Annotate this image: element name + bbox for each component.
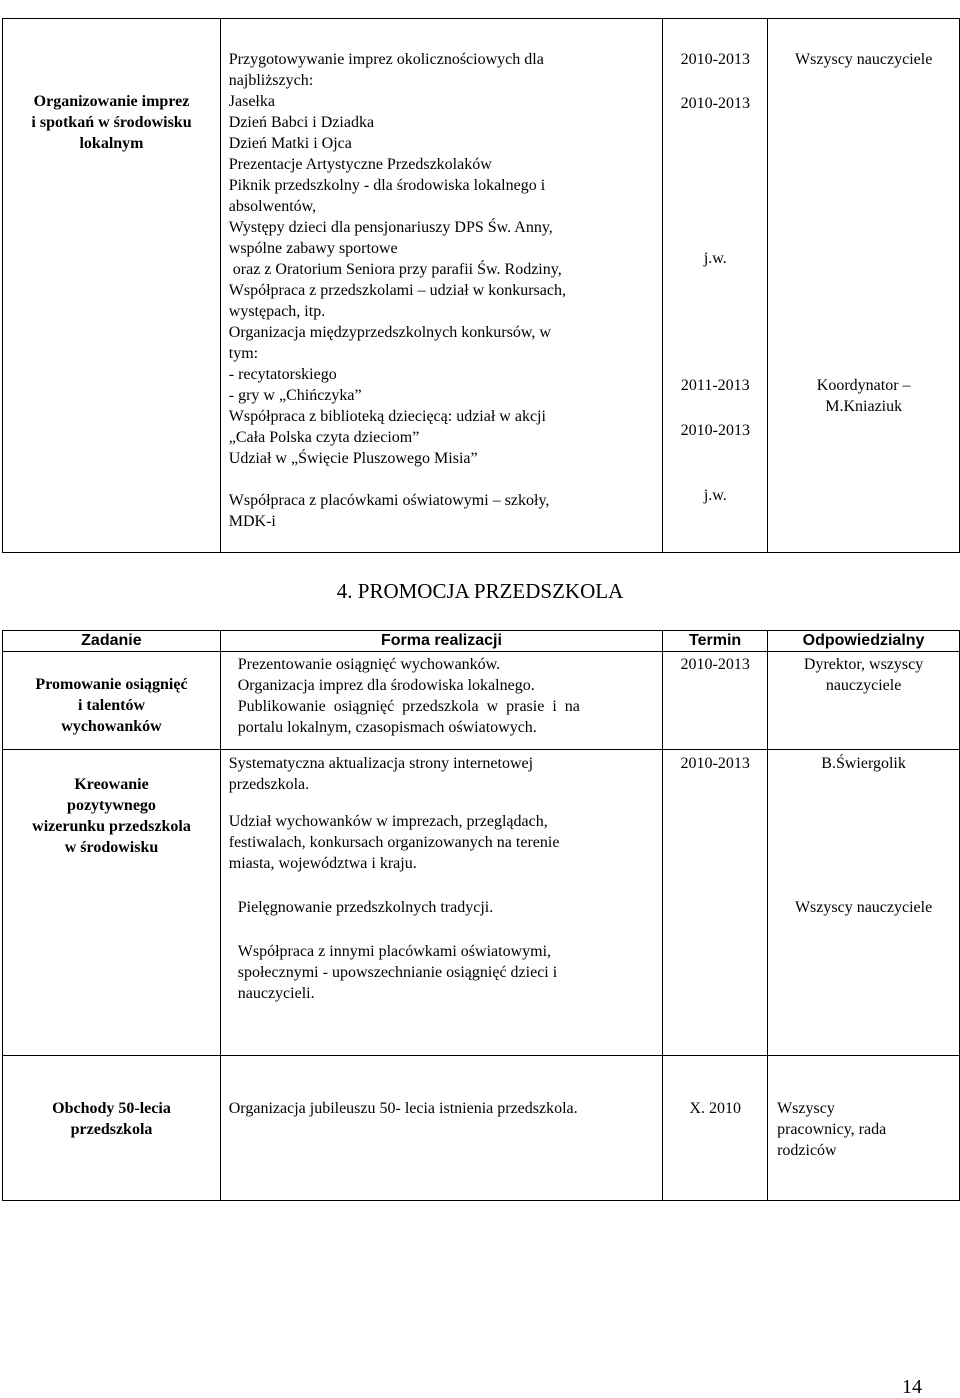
task-line: wizerunku przedszkola [32,818,191,835]
form-line: festiwalach, konkursach organizowanych na terenie [228,834,560,851]
form-line: „Cała Polska czyta dzieciom” [228,429,420,446]
responsible-line: Wszyscy [777,1100,835,1117]
forms-text [238,897,493,918]
table-row [3,1056,960,1201]
task-line: i talentów [77,697,146,714]
term-value: X. 2010 [689,1100,741,1117]
task-cell [3,1056,221,1201]
form-line: wspólne zabawy sportowe [228,240,398,257]
form-line: Organizacja imprez dla środowiska lokalnego. [237,677,535,694]
task-cell [3,19,221,553]
events-table [2,18,960,553]
form-line: Udział w „Święcie Pluszowego Misia” [228,450,478,467]
table-row [3,19,960,553]
responsible-value [768,654,959,696]
forms-text [229,811,560,874]
form-line: Dzień Matki i Ojca [228,135,352,152]
term-cell [663,1056,768,1201]
responsible-value: Wszyscy nauczyciele [794,899,933,916]
responsible-line: nauczyciele [825,677,902,694]
task-text [3,91,220,154]
form-line: Publikowanie osiągnięć przedszkola w prasie i na [237,698,580,715]
form-line: społecznymi - upowszechnianie osiągnięć dzieci i [237,964,558,981]
form-line: miasta, województwa i kraju. [228,855,417,872]
form-line: Systematyczna aktualizacja strony internetowej [228,755,534,772]
forms-cell [220,652,662,750]
responsible-value [777,1098,886,1161]
section-heading: 4. PROMOCJA PRZEDSZKOLA [336,579,624,603]
form-line: Współpraca z biblioteką dziecięcą: udział w akcji [228,408,546,425]
forms-text [238,941,557,1004]
form-line: nauczycieli. [237,985,315,1002]
term-value: 2010-2013 [680,656,750,673]
task-line: Promowanie osiągnięć [35,676,188,693]
column-header: Forma realizacji [220,631,662,652]
form-line: Pielęgnowanie przedszkolnych tradycji. [237,899,494,916]
responsible-value [768,375,959,417]
form-line: Udział wychowanków w imprezach, przeglądach, [228,813,548,830]
task-line: wychowanków [61,718,162,735]
form-line: tym: [228,345,259,362]
task-line: Obchody 50-lecia [52,1100,171,1117]
table-row [3,652,960,750]
page-number: 14 [902,1376,922,1398]
term-cell [663,652,768,750]
promotion-table [2,630,960,1201]
responsible-cell [768,19,960,553]
term-value: j.w. [703,250,727,267]
term-value: 2010-2013 [680,95,750,112]
form-line: Organizacja jubileuszu 50- lecia istnienia przedszkola. [228,1100,578,1117]
term-value: 2010-2013 [680,51,750,68]
form-line: Prezentowanie osiągnięć wychowanków. [237,656,501,673]
form-line: Współpraca z przedszkolami – udział w konkursach, [228,282,566,299]
task-line: Kreowanie [74,776,149,793]
task-text [3,674,220,737]
responsible-line: M.Kniaziuk [825,398,903,415]
responsible-line: Dyrektor, wszyscy [803,656,924,673]
task-line: Organizowanie imprez [33,93,190,110]
responsible-value: B.Świergolik [821,755,906,772]
form-line: Piknik przedszkolny - dla środowiska lokalnego i [228,177,546,194]
form-line: Współpraca z innymi placówkami oświatowymi, [237,943,552,960]
responsible-line: Koordynator – [816,377,911,394]
form-line: oraz z Oratorium Seniora przy parafii Św. Rodziny, [228,261,562,278]
forms-cell [220,19,663,553]
task-line: lokalnym [79,135,144,152]
term-cell [663,19,768,553]
forms-cell [220,750,662,1056]
form-line: najbliższych: [228,72,314,89]
task-line: przedszkola [70,1121,153,1138]
term-cell [663,750,768,1056]
form-line: występach, itp. [228,303,326,320]
responsible-line: rodziców [777,1142,837,1159]
form-line: Współpraca z placówkami oświatowymi – szkoły, [228,492,550,509]
form-line: absolwentów, [228,198,317,215]
table-row [3,750,960,1056]
column-header: Termin [663,631,768,652]
responsible-cell [768,1056,960,1201]
form-line: przedszkola. [228,776,310,793]
column-header: Zadanie [3,631,221,652]
form-line: Przygotowywanie imprez okolicznościowych dla [228,51,544,68]
table-header-row [3,631,960,652]
forms-cell [220,1056,662,1201]
term-value: 2011-2013 [680,377,750,394]
task-text [3,774,220,858]
term-value: 2010-2013 [680,422,750,439]
form-line: Prezentacje Artystyczne Przedszkolaków [228,156,492,173]
forms-text [229,753,533,795]
form-line: MDK-i [228,513,276,530]
task-cell [3,652,221,750]
responsible-value: Wszyscy nauczyciele [795,51,933,68]
responsible-cell [768,652,960,750]
term-value: 2010-2013 [680,755,750,772]
form-line: Organizacja międzyprzedszkolnych konkursów, w [228,324,551,341]
task-text [3,1098,220,1140]
column-header: Odpowiedzialny [768,631,960,652]
task-line: i spotkań w środowisku [31,114,192,131]
form-line: - gry w „Chińczyka” [228,387,362,404]
forms-text [238,654,580,738]
task-line: pozytywnego [67,797,156,814]
form-line [229,469,566,490]
task-line: w środowisku [64,839,159,856]
responsible-line: pracownicy, rada [777,1121,887,1138]
forms-text [229,49,566,532]
form-line: - recytatorskiego [228,366,337,383]
form-line: Jasełka [228,93,275,110]
form-line: portalu lokalnym, czasopismach oświatowych. [237,719,537,736]
form-line: Dzień Babci i Dziadka [228,114,375,131]
responsible-cell [768,750,960,1056]
task-cell [3,750,221,1056]
form-line: Występy dzieci dla pensjonariuszy DPS Św. Anny, [228,219,553,236]
term-value: j.w. [703,487,727,504]
